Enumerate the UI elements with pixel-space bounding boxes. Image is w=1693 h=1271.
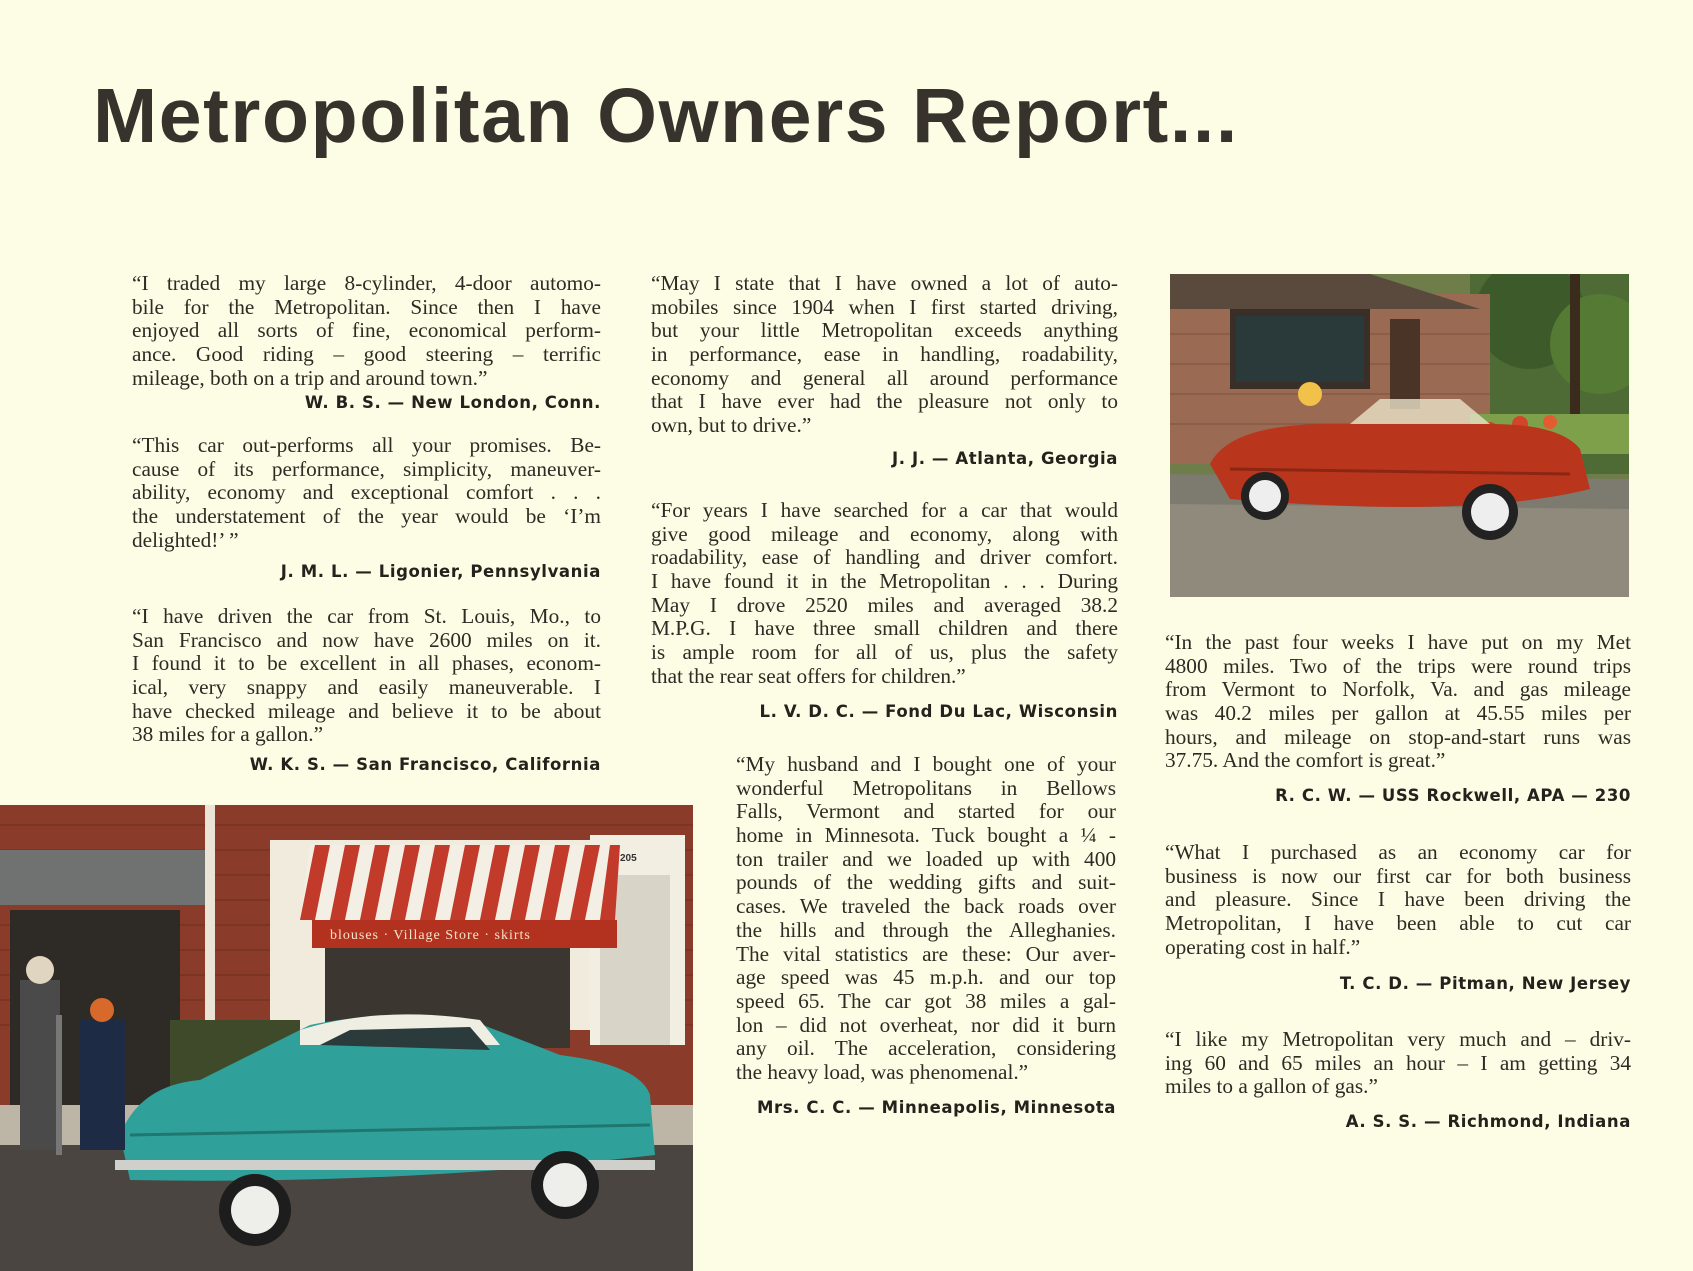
quote-line: that I have ever had the pleasure not only to	[651, 389, 1118, 414]
quote-line: M.P.G. I have three small children and there	[651, 616, 1118, 641]
quote-line: was 40.2 miles per gallon at 45.55 miles per	[1165, 701, 1631, 726]
testimonial-attribution: Mrs. C. C. — Minneapolis, Minnesota	[757, 1098, 1116, 1117]
quote-line: Falls, Vermont and started for our	[736, 799, 1116, 824]
testimonial-attribution: W. B. S. — New London, Conn.	[304, 393, 601, 412]
quote-line: home in Minnesota. Tuck bought a ¼ -	[736, 823, 1116, 848]
quote-line: enjoyed all sorts of fine, economical perform-	[132, 318, 601, 343]
quote-line: the understatement of the year would be ‘I’m	[132, 504, 601, 529]
quote-line: any oil. The acceleration, considering	[736, 1036, 1116, 1061]
testimonial-attribution: W. K. S. — San Francisco, California	[249, 755, 601, 774]
quote-line: ton trailer and we loaded up with 400	[736, 846, 1116, 871]
quote-line: roadability, ease of handling and driver comfort.	[651, 545, 1118, 570]
quote-line: ing 60 and 65 miles an hour – I am getting 34	[1165, 1050, 1631, 1075]
quote-line: the heavy load, was phenomenal.”	[736, 1059, 1029, 1084]
quote-line: the hills and through the Alleghanies.	[736, 917, 1116, 942]
quote-line: wonderful Metropolitans in Bellows	[736, 775, 1116, 800]
quote-line: ical, very snappy and easily maneuverable. I	[132, 675, 601, 700]
quote-line: cause of its performance, simplicity, maneuver-	[132, 456, 601, 481]
quote-line: own, but to drive.”	[651, 413, 812, 438]
testimonial-attribution: L. V. D. C. — Fond Du Lac, Wisconsin	[759, 702, 1118, 721]
teal-car-storefront-photo	[0, 805, 693, 1271]
quote-line: hours, and mileage on stop-and-start runs was	[1165, 724, 1631, 749]
quote-line: business is now our first car for both business	[1165, 863, 1631, 888]
testimonial-quote	[132, 272, 601, 390]
quote-line: 37.75. And the comfort is great.”	[1165, 748, 1446, 773]
testimonial-quote	[651, 499, 1118, 689]
testimonial-attribution: T. C. D. — Pitman, New Jersey	[1339, 974, 1631, 993]
quote-line: San Francisco and now have 2600 miles on it.	[132, 627, 601, 652]
quote-line: delighted!’ ”	[132, 527, 239, 552]
testimonial-quote	[651, 272, 1118, 438]
quote-line: I have found it in the Metropolitan . . . During	[651, 569, 1118, 594]
quote-line: that the rear seat offers for children.”	[651, 663, 966, 688]
quote-line: ance. Good riding – good steering – terrific	[132, 342, 601, 367]
quote-line: “This car out-performs all your promises. Be-	[132, 433, 601, 457]
quote-line: miles to a gallon of gas.”	[1165, 1074, 1378, 1099]
testimonial-quote	[1165, 1028, 1631, 1099]
testimonial-attribution: R. C. W. — USS Rockwell, APA — 230	[1275, 786, 1631, 805]
door-number-text: 205	[620, 853, 637, 864]
quote-line: speed 65. The car got 38 miles a gal-	[736, 988, 1116, 1013]
quote-line: ability, economy and exceptional comfort . . .	[132, 480, 601, 505]
red-convertible-photo	[1170, 274, 1629, 597]
quote-line: age speed was 45 m.p.h. and our top	[736, 965, 1116, 990]
awning-sign-text: blouses · Village Store · skirts	[330, 928, 531, 943]
testimonial-attribution: J. J. — Atlanta, Georgia	[892, 449, 1118, 468]
quote-line: economy and general all around performance	[651, 365, 1118, 390]
testimonial-quote	[1165, 841, 1631, 959]
quote-line: bile for the Metropolitan. Since then I have	[132, 294, 601, 319]
quote-line: from Vermont to Norfolk, Va. and gas mileage	[1165, 677, 1631, 702]
testimonial-attribution: J. M. L. — Ligonier, Pennsylvania	[280, 562, 601, 581]
quote-line: give good mileage and economy, along with	[651, 521, 1118, 546]
quote-line: “I traded my large 8-cylinder, 4-door automo-	[132, 271, 601, 295]
quote-line: “My husband and I bought one of your	[736, 752, 1116, 776]
quote-line: mileage, both on a trip and around town.”	[132, 365, 488, 390]
quote-line: “What I purchased as an economy car for	[1165, 840, 1631, 864]
quote-line: 38 miles for a gallon.”	[132, 722, 324, 747]
quote-line: in performance, ease in handling, roadability,	[651, 342, 1118, 367]
quote-line: “I have driven the car from St. Louis, Mo., to	[132, 604, 601, 628]
quote-line: operating cost in half.”	[1165, 934, 1361, 959]
quote-line: but your little Metropolitan exceeds anything	[651, 318, 1118, 343]
quote-line: mobiles since 1904 when I first started driving,	[651, 294, 1118, 319]
page-title: Metropolitan Owners Report...	[93, 73, 1239, 159]
quote-line: cases. We traveled the back roads over	[736, 894, 1116, 919]
quote-line: I found it to be excellent in all phases, econom-	[132, 651, 601, 676]
quote-line: 4800 miles. Two of the trips were round trips	[1165, 653, 1631, 678]
quote-line: have checked mileage and believe it to be about	[132, 698, 601, 723]
quote-line: The vital statistics are these: Our aver-	[736, 941, 1116, 966]
quote-line: lon – did not overheat, nor did it burn	[736, 1012, 1116, 1037]
quote-line: is ample room for all of us, plus the safety	[651, 640, 1118, 665]
quote-line: “May I state that I have owned a lot of auto-	[651, 271, 1118, 295]
quote-line: “For years I have searched for a car that would	[651, 498, 1118, 522]
quote-line: and pleasure. Since I have been driving the	[1165, 887, 1631, 912]
testimonial-quote	[736, 753, 1116, 1085]
quote-line: Metropolitan, I have been able to cut car	[1165, 911, 1631, 936]
testimonial-attribution: A. S. S. — Richmond, Indiana	[1345, 1112, 1631, 1131]
quote-line: pounds of the wedding gifts and suit-	[736, 870, 1116, 895]
testimonial-quote	[132, 434, 601, 552]
quote-line: “In the past four weeks I have put on my Met	[1165, 630, 1631, 654]
quote-line: May I drove 2520 miles and averaged 38.2	[651, 592, 1118, 617]
testimonial-quote	[1165, 631, 1631, 773]
testimonial-quote	[132, 605, 601, 747]
quote-line: “I like my Metropolitan very much and – driv-	[1165, 1027, 1631, 1051]
